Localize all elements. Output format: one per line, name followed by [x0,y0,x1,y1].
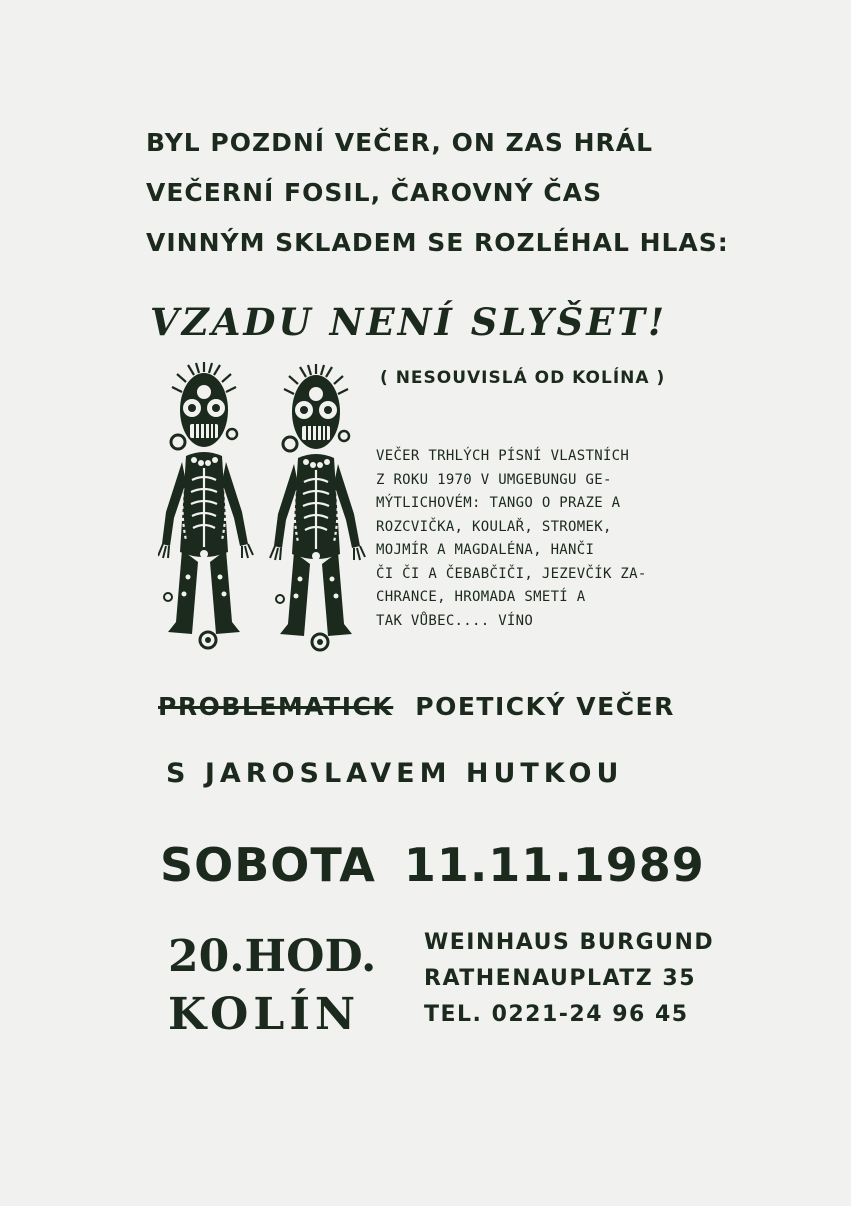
tribal-figures-illustration [158,362,370,658]
description-line: CHRANCE, HROMADA SMETÍ A [376,589,586,605]
intro-line: BYL POZDNÍ VEČER, ON ZAS HRÁL [146,128,654,157]
description-line: Z ROKU 1970 V UMGEBUNGU GE- [376,471,612,488]
event-time: 20.HOD. [168,931,377,982]
poster-subtitle: ( NESOUVISLÁ OD KOLÍNA ) [380,368,666,388]
evening-title [158,692,675,721]
venue-address [424,925,714,1033]
poster-headline: VZADU NENÍ SLYŠET! [150,300,668,344]
event-date [160,838,705,892]
intro-line: VEČERNÍ FOSIL, ČAROVNÝ ČAS [146,178,603,207]
description-line: MÝTLICHOVÉM: TANGO O PRAZE A [376,495,621,511]
time-and-city [168,928,376,1044]
description-line: MOJMÍR A MAGDALÉNA, HANČI [376,542,595,558]
event-day: SOBOTA [160,838,376,892]
description-line: TAK VŮBEC.... VÍNO [376,612,534,629]
program-description [376,445,696,633]
intro-line: VINNÝM SKLADEM SE ROZLÉHAL HLAS: [146,228,729,257]
intro-verse [146,128,729,278]
tribal-figure-icon [270,364,365,650]
description-line: VEČER TRHLÝCH PÍSNÍ VLASTNÍCH [376,448,630,464]
performer-line: S JAROSLAVEM HUTKOU [166,758,624,789]
venue-name: WEINHAUS BURGUND [424,930,715,955]
description-line: ČI ČI A ČEBABČIČI, JEZEVČÍK ZA- [376,565,647,582]
venue-phone: TEL. 0221-24 96 45 [424,1002,689,1027]
venue-street: RATHENAUPLATZ 35 [424,966,697,991]
struck-word: PROBLEMATICK [158,692,394,721]
event-date-number: 11.11.1989 [403,838,705,892]
tribal-figure-icon [158,362,253,648]
evening-label: POETICKÝ VEČER [415,692,675,721]
description-line: ROZCVIČKA, KOULAŘ, STROMEK, [376,518,612,535]
event-city: KOLÍN [168,989,361,1040]
